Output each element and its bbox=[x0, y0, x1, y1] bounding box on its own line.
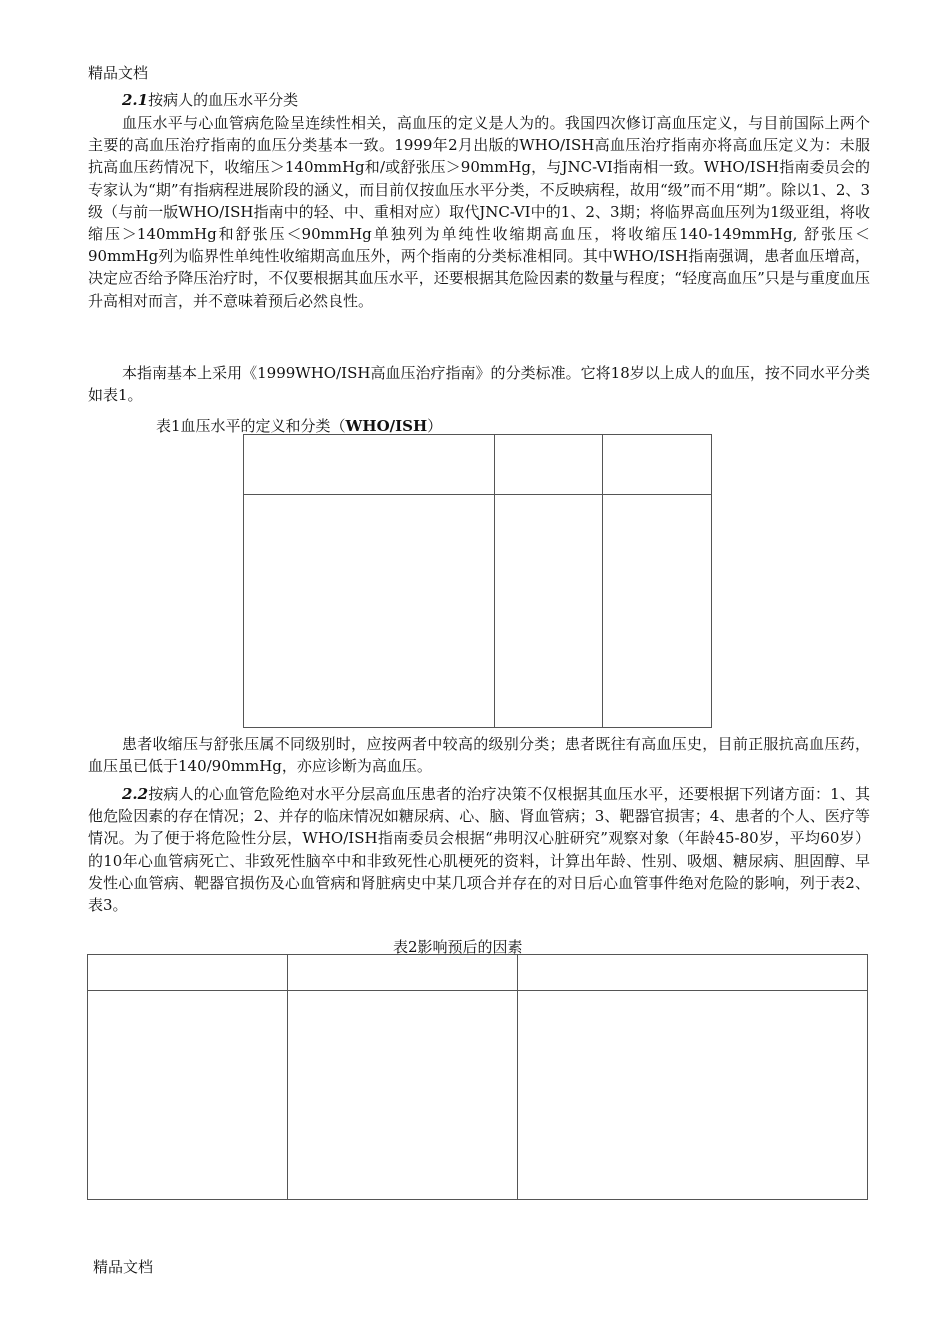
table-cell bbox=[244, 435, 495, 495]
table-1 bbox=[243, 434, 712, 728]
section-number: 2.1 bbox=[122, 91, 149, 109]
table-cell bbox=[603, 435, 712, 495]
table-cell bbox=[244, 495, 495, 728]
section-heading-2-1 bbox=[122, 89, 298, 110]
section-title: 按病人的血压水平分类 bbox=[148, 91, 299, 109]
table-cell bbox=[494, 435, 603, 495]
body-paragraph: 患者收缩压与舒张压属不同级别时，应按两者中较高的级别分类；患者既往有高血压史，目前正服抗高血压药，血压虽已低于140/90mmHg，亦应诊断为高血压。 bbox=[88, 735, 870, 776]
table-2-caption: 表2影响预后的因素 bbox=[393, 938, 523, 956]
table-cell bbox=[518, 955, 868, 991]
page-header: 精品文档 bbox=[88, 64, 149, 82]
table-cell bbox=[88, 955, 288, 991]
table-cell bbox=[288, 955, 518, 991]
page-footer: 精品文档 bbox=[93, 1258, 154, 1276]
table-cell bbox=[603, 495, 712, 728]
body-paragraph: 血压水平与心血管病危险呈连续性相关，高血压的定义是人为的。我国四次修订高血压定义，与目前国际上两个主要的高血压治疗指南的血压分类基本一致。1999年2月出版的WHO/ISH高血压治疗指南亦将高血压定义为：未服抗高血压药情况下，收缩压＞140mmHg和/或舒张压＞90mmHg，与JNC-VI指南相一致。WHO/ISH指南委员会的专家认为“期”有指病程进展阶段的涵义，而目前仅按血压水平分类，不反映病程，故用“级”而不用“期”。除以1、2、3级（与前一版WHO/ISH指南中的轻、中、重相对应）取代JNC-VI中的1、2、3期；将临界高血压列为1级亚组，将收缩压＞140mmHg和舒张压＜90mmHg单独列为单纯性收缩期高血压，将收缩压140-149mmHg, 舒张压＜90mmHg列为临界性单纯性收缩期高血压外，两个指南的分类标准相同。其中WHO/ISH指南强调，患者血压增高，决定应否给予降压治疗时，不仅要根据其血压水平，还要根据其危险因素的数量与程度；“轻度高血压”只是与重度血压升高相对而言，并不意味着预后必然良性。 bbox=[88, 114, 870, 310]
table-cell bbox=[88, 991, 288, 1200]
table-1-caption: 表1血压水平的定义和分类（WHO/ISH） bbox=[156, 417, 443, 435]
section-lead: 按病人的心血管危险绝对水平分层高血压患者的治疗决策不仅根据其血压水平，还要根据下列诸方面：1、其他危险因素的存在情况；2、并存的临床情况如糖尿病、心、脑、肾血管病；3、靶器官损害；4、患者的个人、医疗等情况。为了便于将危险性分层，WHO/ISH指南委员会根据“弗明汉心脏研究”观察对象（年龄45-80岁，平均60岁）的10年心血管病死亡、非致死性脑卒中和非致死性心肌梗死的资料，计算出年龄、性别、吸烟、糖尿病、胆固醇、早发性心血管病、靶器官损伤及心血管病和肾脏病史中某几项合并存在的对日后心血管事件绝对危险的影响，列于表2、表3。 bbox=[88, 785, 870, 915]
section-number: 2.2 bbox=[122, 785, 149, 803]
table-cell bbox=[288, 991, 518, 1200]
table-cell bbox=[494, 495, 603, 728]
body-paragraph: 本指南基本上采用《1999WHO/ISH高血压治疗指南》的分类标准。它将18岁以上成人的血压，按不同水平分类如表1。 bbox=[88, 364, 870, 405]
section-2-2-paragraph bbox=[88, 783, 870, 916]
table-cell bbox=[518, 991, 868, 1200]
table-2 bbox=[87, 954, 868, 1200]
